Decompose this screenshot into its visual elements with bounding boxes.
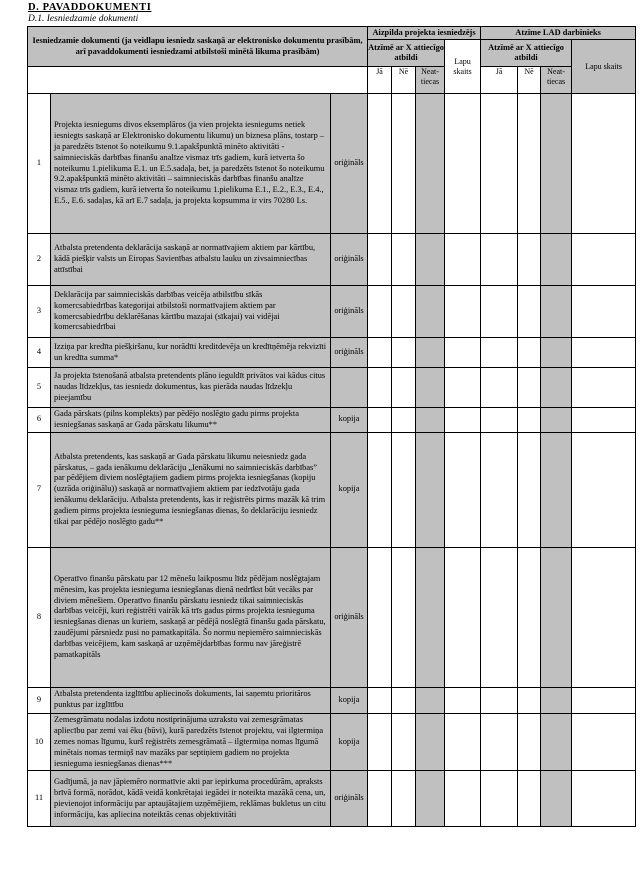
table-row [28,713,636,771]
row-document-text: Gadījumā, ja nav jāpiemēro normatīvie akti par iepirkuma procedūrām, apraksts brīvā formā, norādot, kādā veidā konkrētajai iegādei ir noteikta mazākā cena, un, pievienojot informāciju par aptaujātajiem uzņēmējiem, reklāmas bukletus un citu informāciju, kas apliecina noteiktās cenas objektivitāti [51,771,331,827]
lad-na-cell[interactable] [541,687,572,713]
header-lad: Atzīme LAD darbinieks [481,27,636,40]
header-no-lad: Nē [518,67,541,94]
row-document-type: kopija [331,713,368,771]
applicant-pages-cell[interactable] [445,713,481,771]
row-document-type: kopija [331,432,368,547]
lad-no-cell[interactable] [518,687,541,713]
applicant-na-cell[interactable] [416,713,445,771]
lad-pages-cell[interactable] [572,432,636,547]
row-document-text: Zemesgrāmatu nodalas izdotu nostiprinājuma uzrakstu vai zemesgrāmatas apliecību par zemi vai ēku (būvi), kurā paredzēts īstenot projektu, vai ilgtermiņa zemes nomas līgumu, kurš reģistrēts zemesgrāmatā – ilgtermiņa nomas līgumā minētais nomas termiņš nav mazāks par septiņiem gadiem no projekta iesnieguma iesniegšanas dienas*** [51,713,331,771]
table-row [28,94,636,234]
lad-no-cell[interactable] [518,338,541,368]
lad-yes-cell[interactable] [481,432,518,547]
row-document-text: Operatīvo finanšu pārskatu par 12 mēnešu laikposmu līdz pēdējam noslēgtajam mēnesim, kas projekta iesnieguma iesniegšanas dienā nedrīkst būt vecāks par diviem mēnešiem. Operatīvo finanšu pārskatu iesniedz tikai saimnieciskās darbības veicēji, kuri reģistrēti vairāk kā trīs gadus pirms projekta iesnieguma iesniegšanas dienas un kuriem, saskaņā ar pēdējā noslēgtā finanšu gada pārskatu, zaudējumi pārsniedz pusi no pamatkapitāla. Šo normu nepiemēro saimnieciskās darbības veicējiem, kam saskaņā ar uzņēmējdarbības formu nav jāreģistrē pamatkapitāls [51,547,331,687]
row-number: 7 [28,432,51,547]
applicant-na-cell[interactable] [416,771,445,827]
applicant-no-cell[interactable] [392,771,416,827]
header-documents: Iesniedzamie dokumenti (ja veidlapu iesniedz saskaņā ar elektronisko dokumentu prasībām, arī pavaddokumenti iesniedzami atbilstoši minētā likuma prasībām) [28,27,368,67]
lad-na-cell[interactable] [541,408,572,433]
applicant-pages-cell[interactable] [445,234,481,286]
row-number: 9 [28,687,51,713]
header-na-lad: Neat-tiecas [541,67,572,94]
lad-pages-cell[interactable] [572,687,636,713]
lad-yes-cell[interactable] [481,234,518,286]
row-number: 11 [28,771,51,827]
applicant-no-cell[interactable] [392,713,416,771]
lad-no-cell[interactable] [518,286,541,338]
lad-pages-cell[interactable] [572,771,636,827]
row-number: 6 [28,408,51,433]
lad-yes-cell[interactable] [481,286,518,338]
documents-table [27,26,636,827]
row-document-type: oriģināls [331,94,368,234]
row-document-text: Izziņa par kredīta piešķiršanu, kur norādīti kreditdevēja un kredītņēmēja rekvizīti un kredīta summa* [51,338,331,368]
row-document-type: oriģināls [331,547,368,687]
table-row [28,432,636,547]
lad-na-cell[interactable] [541,547,572,687]
row-document-type: oriģināls [331,234,368,286]
table-row [28,338,636,368]
applicant-pages-cell[interactable] [445,432,481,547]
table-row [28,771,636,827]
lad-na-cell[interactable] [541,234,572,286]
lad-yes-cell[interactable] [481,713,518,771]
applicant-pages-cell[interactable] [445,368,481,408]
table-row [28,286,636,338]
applicant-na-cell[interactable] [416,432,445,547]
applicant-no-cell[interactable] [392,234,416,286]
row-document-text: Deklarācija par saimnieciskās darbības veicēja atbilstību sīkās komercsabiedrības kategorijai atbilstoši normatīvajiem aktiem par komercsabiedrību deklarēšanas kārtību mazajai (sīkajai) vai vidējai komercsabiedrībai [51,286,331,338]
section-subtitle: D.1. Iesniedzamie dokumenti [28,14,139,24]
row-number: 8 [28,547,51,687]
lad-no-cell[interactable] [518,234,541,286]
row-document-text: Gada pārskats (pilns komplekts) par pēdējo noslēgto gadu pirms projekta iesniegšanas saskaņā ar Gada pārskatu likumu** [51,408,331,433]
lad-pages-cell[interactable] [572,286,636,338]
row-number: 10 [28,713,51,771]
applicant-na-cell[interactable] [416,408,445,433]
lad-pages-cell[interactable] [572,234,636,286]
lad-na-cell[interactable] [541,338,572,368]
applicant-pages-cell[interactable] [445,771,481,827]
row-document-type: kopija [331,408,368,433]
lad-no-cell[interactable] [518,547,541,687]
header-yes-applicant: Jā [368,67,392,94]
applicant-yes-cell[interactable] [368,547,392,687]
header-applicant: Aizpilda projekta iesniedzējs [368,27,481,40]
table-row [28,368,636,408]
applicant-pages-cell[interactable] [445,547,481,687]
lad-yes-cell[interactable] [481,771,518,827]
row-document-type: oriģināls [331,286,368,338]
table-row [28,234,636,286]
row-number: 4 [28,338,51,368]
applicant-na-cell[interactable] [416,286,445,338]
lad-na-cell[interactable] [541,94,572,234]
applicant-pages-cell[interactable] [445,94,481,234]
header-no-applicant: Nē [392,67,416,94]
applicant-yes-cell[interactable] [368,338,392,368]
lad-na-cell[interactable] [541,432,572,547]
applicant-na-cell[interactable] [416,547,445,687]
lad-pages-cell[interactable] [572,713,636,771]
applicant-no-cell[interactable] [392,432,416,547]
row-document-text: Atbalsta pretendents, kas saskaņā ar Gada pārskatu likumu neiesniedz gada pārskatus, – gada ienākumu deklarāciju „Ienākumi no saimnieciskās darbības” par pēdējiem diviem noslēgtajiem gadiem pirms projekta iesniegšanas (kopiju (uzrāda oriģinālu)) saskaņā ar normatīvajiem aktiem par iedzīvotāju gada ienākumu deklarāciju. Atbalsta pretendents, kas ir reģistrēts pirms mazāk kā trim gadiem pirms projekta iesnieguma iesniegšanas dienas, šo deklarāciju iesniedz tikai par pēdējo noslēgto gadu** [51,432,331,547]
lad-na-cell[interactable] [541,286,572,338]
row-document-type: kopija [331,687,368,713]
lad-yes-cell[interactable] [481,338,518,368]
header-yes-lad: Jā [481,67,518,94]
applicant-yes-cell[interactable] [368,94,392,234]
applicant-no-cell[interactable] [392,547,416,687]
header-mark-lad: Atzīmē ar X attiecīgo atbildi [481,40,572,67]
applicant-no-cell[interactable] [392,338,416,368]
applicant-pages-cell[interactable] [445,286,481,338]
lad-no-cell[interactable] [518,94,541,234]
lad-yes-cell[interactable] [481,687,518,713]
lad-yes-cell[interactable] [481,94,518,234]
table-row [28,408,636,433]
lad-no-cell[interactable] [518,408,541,433]
applicant-no-cell[interactable] [392,94,416,234]
applicant-no-cell[interactable] [392,286,416,338]
applicant-no-cell[interactable] [392,368,416,408]
row-number: 2 [28,234,51,286]
lad-no-cell[interactable] [518,432,541,547]
row-document-type: oriģināls [331,771,368,827]
lad-na-cell[interactable] [541,771,572,827]
applicant-yes-cell[interactable] [368,432,392,547]
lad-pages-cell[interactable] [572,338,636,368]
row-document-text: Atbalsta pretendenta izglītību apliecinošs dokuments, lai saņemtu prioritāros punktus par izglītību [51,687,331,713]
lad-pages-cell[interactable] [572,408,636,433]
section-title: D. PAVADDOKUMENTI [28,2,152,13]
lad-no-cell[interactable] [518,368,541,408]
lad-yes-cell[interactable] [481,547,518,687]
row-document-text: Projekta iesniegums divos eksemplāros (ja vien projekta iesniegums netiek iesniegts saskaņā ar Elektronisko dokumentu likumu) un biznesa plāns, tostarp – ja paredzēts īstenot šo noteikumu 9.1.apakšpunktā minēto aktivitāti - saimnieciskās darbības finanšu analīze vismaz trīs gadiem, kurā ietverta šo noteikumu 1.pielikuma E.1. un E.5.sadaļa, bet, ja paredzēts īstenot šo noteikumu 9.2.apakšpunktā minēto aktivitāti – saimnieciskās darbības finanšu analīze vismaz trīs gadiem, kurā ietverta šo noteikumu 1.pielikuma E.1., E.2., E.3., E.4., E.5., E.6. sadaļas, kā arī E.7 sadaļa, ja projekta kopsumma ir virs 70280 Ls. [51,94,331,234]
header-pages-lad: Lapu skaits [572,40,636,94]
lad-yes-cell[interactable] [481,368,518,408]
lad-yes-cell[interactable] [481,408,518,433]
lad-na-cell[interactable] [541,713,572,771]
applicant-na-cell[interactable] [416,234,445,286]
applicant-pages-cell[interactable] [445,338,481,368]
applicant-yes-cell[interactable] [368,286,392,338]
lad-pages-cell[interactable] [572,368,636,408]
applicant-na-cell[interactable] [416,687,445,713]
row-document-type: oriģināls [331,338,368,368]
applicant-na-cell[interactable] [416,94,445,234]
lad-na-cell[interactable] [541,368,572,408]
table-row [28,687,636,713]
applicant-pages-cell[interactable] [445,408,481,433]
lad-no-cell[interactable] [518,771,541,827]
lad-pages-cell[interactable] [572,547,636,687]
applicant-yes-cell[interactable] [368,234,392,286]
header-blank [28,67,368,94]
header-mark-applicant: Atzīmē ar X attiecīgo atbildi [368,40,445,67]
applicant-na-cell[interactable] [416,338,445,368]
applicant-yes-cell[interactable] [368,368,392,408]
applicant-pages-cell[interactable] [445,687,481,713]
lad-pages-cell[interactable] [572,94,636,234]
table-row [28,547,636,687]
applicant-yes-cell[interactable] [368,713,392,771]
applicant-no-cell[interactable] [392,687,416,713]
applicant-no-cell[interactable] [392,408,416,433]
header-pages-applicant: Lapu skaits [445,40,481,94]
applicant-yes-cell[interactable] [368,687,392,713]
applicant-yes-cell[interactable] [368,408,392,433]
row-number: 3 [28,286,51,338]
row-document-text: Ja projekta īstenošanā atbalsta pretendents plāno ieguldīt privātos vai kādus citus naudas līdzekļus, tas iesniedz dokumentus, kas pierāda naudas līdzekļu pieejamību [51,368,331,408]
header-na-applicant: Neat-tiecas [416,67,445,94]
applicant-na-cell[interactable] [416,368,445,408]
row-number: 5 [28,368,51,408]
applicant-yes-cell[interactable] [368,771,392,827]
row-number: 1 [28,94,51,234]
lad-no-cell[interactable] [518,713,541,771]
row-document-type [331,368,368,408]
row-document-text: Atbalsta pretendenta deklarācija saskaņā ar normatīvajiem aktiem par kārtību, kādā piešķir valsts un Eiropas Savienības atbalstu lauku un zivsaimniecības attīstībai [51,234,331,286]
